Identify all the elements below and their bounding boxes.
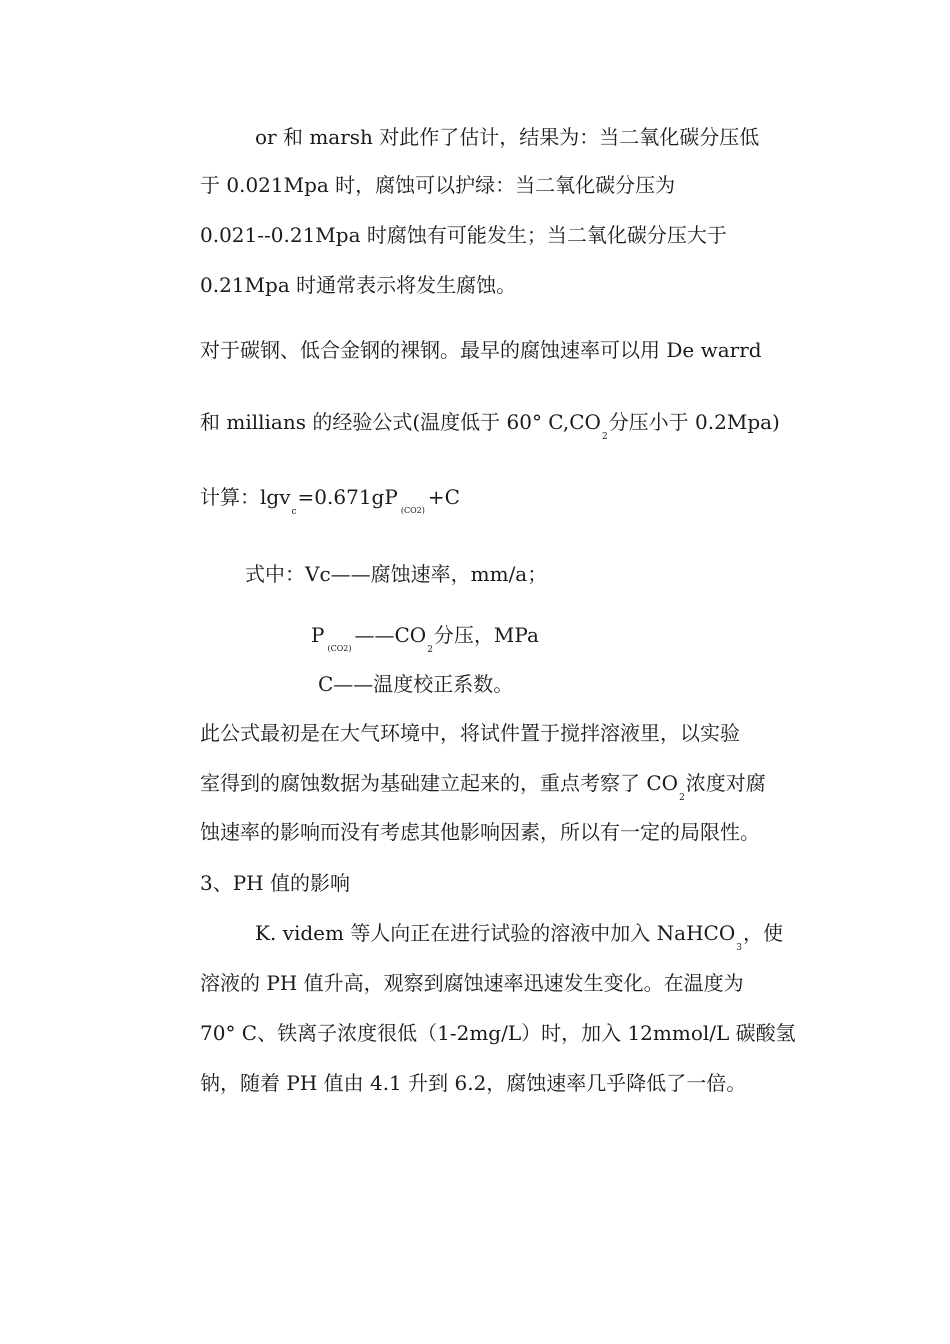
para4-text-a: K. videm 等人向正在进行试验的溶液中加入 NaHCO [255,921,736,945]
formula-subscript-c: c [291,507,297,517]
where-p-text-c: 分压，MPa [433,623,539,647]
where-c: C——温度校正系数。 [318,672,514,696]
para2-line2 [200,409,780,450]
formula-text-b: =0.671gP [297,485,398,509]
para3-subscript: 2 [679,793,685,803]
para1-line1: or 和 marsh 对此作了估计，结果为：当二氧化碳分压低 [255,125,760,149]
para1-line4: 0.21Mpa 时通常表示将发生腐蚀。 [200,273,517,297]
para3-line1: 此公式最初是在大气环境中，将试件置于搅拌溶液里，以实验 [200,721,740,745]
formula-line [200,484,460,525]
section-heading: 3、PH 值的影响 [200,871,350,895]
para4-line2: 溶液的 PH 值升高，观察到腐蚀速率迅速发生变化。在温度为 [200,971,744,995]
para3-text-b: 浓度对腐 [685,771,766,795]
where-p-text-a: P [311,623,325,647]
para2-text-b: 分压小于 0.2Mpa) [608,410,780,434]
where-p-text-b: ——CO [354,623,427,647]
where-p-subscript: (CO2) [327,644,352,653]
para3-text-a: 室得到的腐蚀数据为基础建立起来的，重点考察了 CO [200,771,679,795]
para4-line1 [255,920,783,961]
para4-text-b: ，使 [742,921,783,945]
para2-line1: 对于碳钢、低合金钢的裸钢。最早的腐蚀速率可以用 De warrd [200,338,762,362]
where-p [311,622,539,663]
where-vc: 式中：Vc——腐蚀速率，mm/a； [245,562,548,586]
formula-text-a: 计算：lgv [200,485,291,509]
para2-text-a: 和 millians 的经验公式(温度低于 60° C,CO [200,410,601,434]
para4-subscript: 3 [736,943,742,953]
formula-subscript-co2: (CO2) [400,506,425,515]
para3-line3: 蚀速率的影响而没有考虑其他影响因素，所以有一定的局限性。 [200,820,760,844]
para4-line4: 钠，随着 PH 值由 4.1 升到 6.2，腐蚀速率几乎降低了一倍。 [200,1071,747,1095]
para4-line3: 70° C、铁离子浓度很低（1-2mg/L）时，加入 12mmol/L 碳酸氢 [200,1021,796,1045]
para3-line2 [200,770,766,811]
where-p-subscript-2: 2 [427,645,433,655]
formula-text-c: +C [427,485,460,509]
para1-line2: 于 0.021Mpa 时，腐蚀可以护绿：当二氧化碳分压为 [200,173,676,197]
co2-subscript: 2 [601,432,608,442]
para1-line3: 0.021--0.21Mpa 时腐蚀有可能发生；当二氧化碳分压大于 [200,223,727,247]
